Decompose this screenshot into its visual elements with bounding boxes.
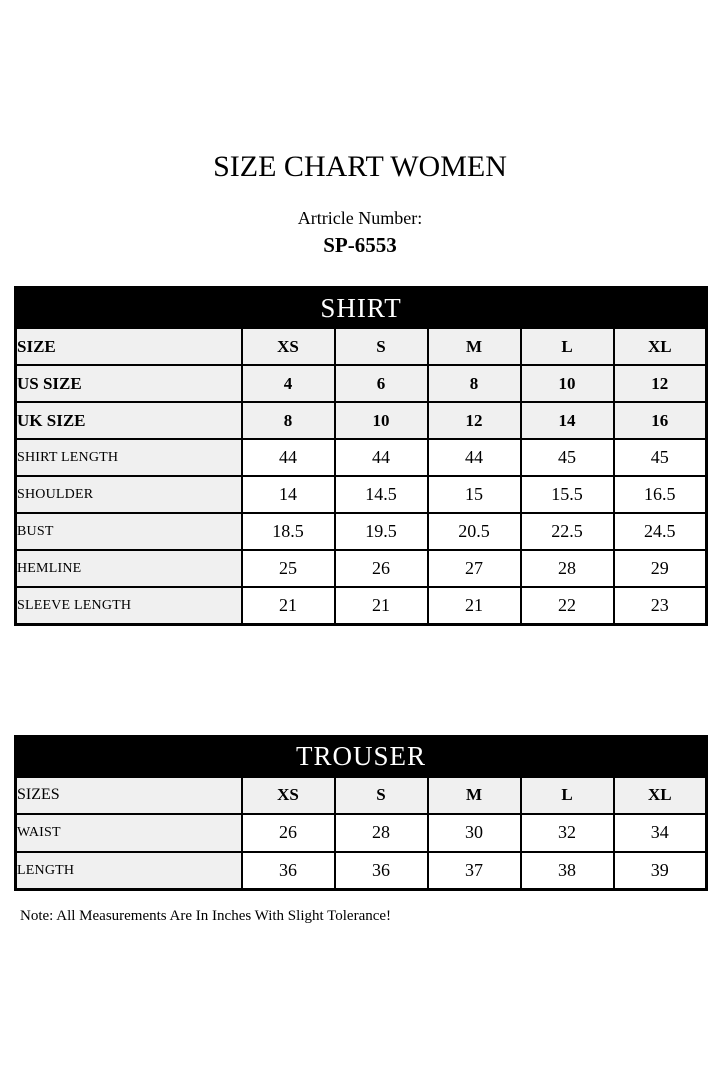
row-label-cell: LENGTH [16,852,242,890]
value-cell: S [335,777,428,814]
table-row [16,736,707,777]
value-cell: 8 [428,365,521,402]
table-row [16,513,707,550]
value-cell: 21 [335,587,428,624]
value-cell: 44 [242,439,335,476]
row-label-cell: WAIST [16,814,242,852]
row-label-cell: SLEEVE LENGTH [16,587,242,624]
value-cell: M [428,777,521,814]
value-cell: XL [614,777,707,814]
table-row [16,402,707,439]
table-row [16,814,707,852]
value-cell: 12 [428,402,521,439]
value-cell: 39 [614,852,707,890]
value-cell: 25 [242,550,335,587]
value-cell: 14 [521,402,614,439]
shirt-table [14,286,708,626]
table-row [16,288,707,329]
table-row [16,587,707,624]
value-cell: 28 [335,814,428,852]
row-label-cell: SHOULDER [16,476,242,513]
value-cell: 36 [242,852,335,890]
value-cell: 16 [614,402,707,439]
table-row [16,328,707,365]
value-cell: 45 [521,439,614,476]
value-cell: 29 [614,550,707,587]
article-number: SP-6553 [323,233,397,258]
row-label-cell: BUST [16,513,242,550]
value-cell: 26 [335,550,428,587]
trouser-table [14,735,708,892]
value-cell: 4 [242,365,335,402]
value-cell: 44 [335,439,428,476]
value-cell: 26 [242,814,335,852]
value-cell: XS [242,777,335,814]
value-cell: XL [614,328,707,365]
value-cell: 12 [614,365,707,402]
table-row [16,550,707,587]
table-row [16,777,707,814]
value-cell: 44 [428,439,521,476]
value-cell: 15.5 [521,476,614,513]
article-number-label: Artricle Number: [297,207,423,228]
table-row [16,476,707,513]
value-cell: 21 [242,587,335,624]
value-cell: L [521,328,614,365]
value-cell: 15 [428,476,521,513]
value-cell: 14 [242,476,335,513]
value-cell: S [335,328,428,365]
value-cell: 23 [614,587,707,624]
value-cell: 21 [428,587,521,624]
value-cell: 6 [335,365,428,402]
value-cell: 45 [614,439,707,476]
row-label-cell: SIZE [16,328,242,365]
note-text: Note: All Measurements Are In Inches With Slight Tolerance! [20,908,392,925]
trouser-table-title-band: TROUSER [16,736,707,777]
table-row [16,365,707,402]
value-cell: M [428,328,521,365]
value-cell: 8 [242,402,335,439]
page-title: SIZE CHART WOMEN [213,150,507,183]
shirt-table-title-band: SHIRT [16,288,707,329]
table-row [16,852,707,890]
value-cell: 37 [428,852,521,890]
value-cell: 24.5 [614,513,707,550]
value-cell: 14.5 [335,476,428,513]
value-cell: 10 [335,402,428,439]
value-cell: 22 [521,587,614,624]
row-label-cell: UK SIZE [16,402,242,439]
row-label-cell: HEMLINE [16,550,242,587]
value-cell: 38 [521,852,614,890]
value-cell: 20.5 [428,513,521,550]
row-label-cell: US SIZE [16,365,242,402]
value-cell: 34 [614,814,707,852]
value-cell: 22.5 [521,513,614,550]
value-cell: L [521,777,614,814]
value-cell: 36 [335,852,428,890]
row-label-cell: SIZES [16,777,242,814]
value-cell: 16.5 [614,476,707,513]
value-cell: 28 [521,550,614,587]
value-cell: 32 [521,814,614,852]
value-cell: 19.5 [335,513,428,550]
value-cell: 27 [428,550,521,587]
value-cell: 30 [428,814,521,852]
row-label-cell: SHIRT LENGTH [16,439,242,476]
table-row [16,439,707,476]
value-cell: 18.5 [242,513,335,550]
value-cell: XS [242,328,335,365]
value-cell: 10 [521,365,614,402]
